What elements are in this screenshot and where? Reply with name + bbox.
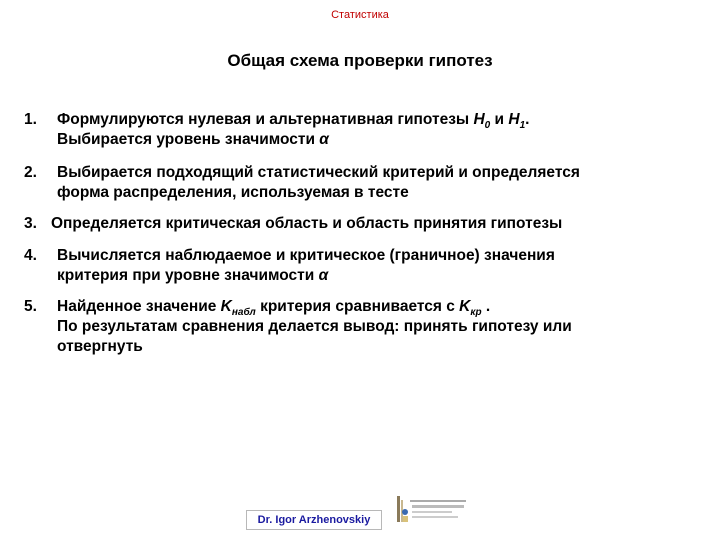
author-footer: Dr. Igor Arzhenovskiy [246,510,382,530]
list-number: 2. [24,164,37,181]
list-line: Найденное значение $K_{набл}$ критерия сравнивается с $K_{кр}$ . [57,298,491,319]
list-item-4 [24,246,704,286]
list-line: Вычисляется наблюдаемое и критическое (граничное) значения [57,247,555,264]
list-line: критерия при уровне значимости α [57,267,329,284]
list-number: 5. [24,298,37,315]
list-line: Определяется критическая область и область принятия гипотезы [51,215,563,232]
list-item-1 [24,110,704,150]
slide-title: Общая схема проверки гипотез [227,51,493,70]
list-line: Выбирается подходящий статистический критерий и определяется [57,164,580,181]
list-line: форма распределения, используемая в тесте [57,184,409,201]
list-number: 4. [24,247,37,264]
list-line: По результатам сравнения делается вывод: принять гипотезу или [57,318,572,335]
list-number: 3. [24,215,37,232]
list-item-5 [24,297,704,357]
list-line: Формулируются нулевая и альтернативная гипотезы $H_0$ и $H_1$. [57,111,530,132]
list-number: 1. [24,111,37,128]
list-item-2 [24,163,704,203]
educational-institute-logo-icon [396,494,468,524]
list-line: Выбирается уровень значимости α [57,131,329,148]
list-item-3 [24,214,704,234]
slide-header: Статистика [331,9,389,21]
list-line: отвергнуть [57,338,143,355]
